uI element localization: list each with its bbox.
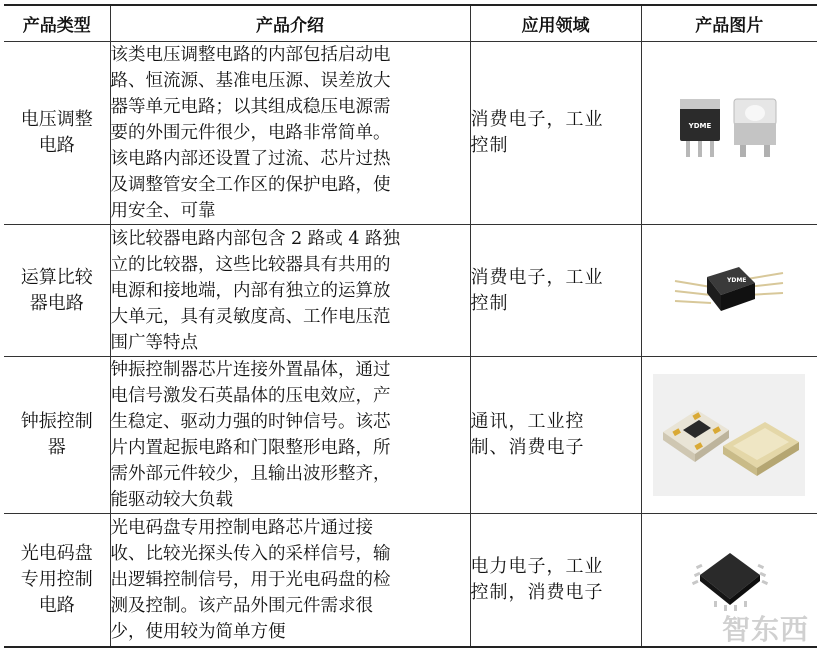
- application-line: 电力电子，工业: [470, 556, 604, 577]
- application-line: 制、消费电子: [470, 437, 585, 458]
- intro-line: 少，使用较为简单方便: [110, 622, 286, 642]
- table-row: [4, 42, 817, 225]
- product-table: [4, 4, 817, 648]
- intro-line: 器等单元电路；以其组成稳压电源需: [110, 97, 391, 117]
- application-line: 消费电子，工业: [470, 109, 604, 130]
- product-type-cell: [4, 225, 110, 357]
- intro-line: 该电路内部还设置了过流、芯片过热: [110, 149, 391, 169]
- table-row: [4, 225, 817, 357]
- product-type-line: 电压调整: [20, 109, 93, 130]
- intro-line: 电源和接地端，内部有独立的运算放: [110, 280, 391, 301]
- intro-line: 围广等特点: [110, 332, 198, 353]
- watermark-logo: 智东西: [721, 613, 809, 646]
- product-type-line: 光电码盘: [20, 543, 93, 564]
- product-intro-cell: [110, 357, 470, 514]
- voltage-regulator-chip-icon: [642, 93, 818, 173]
- intro-line: 大单元，具有灵敏度高、工作电压范: [110, 306, 391, 327]
- product-image-cell: [641, 225, 817, 357]
- intro-line: 要的外围元件很少，电路非常简单。: [110, 123, 391, 143]
- product-intro-cell: [110, 514, 470, 648]
- product-type-line: 运算比较: [20, 266, 93, 288]
- intro-line: 测及控制。该产品外围元件需求很: [110, 596, 373, 616]
- intro-line: 生稳定、驱动力强的时钟信号。该芯: [110, 412, 391, 432]
- product-type-cell: [4, 357, 110, 514]
- crystal-oscillator-icon: [642, 374, 818, 496]
- table-row: [4, 357, 817, 514]
- intro-line: 光电码盘专用控制电路芯片通过接: [110, 518, 373, 538]
- product-image-cell: [641, 42, 817, 225]
- header-row: [4, 5, 817, 42]
- qfn-chip-icon: [642, 535, 818, 625]
- product-intro-cell: [110, 225, 470, 357]
- product-type-line: 专用控制: [20, 569, 93, 590]
- application-line: 控制，消费电子: [470, 582, 604, 603]
- intro-line: 出逻辑控制信号，用于光电码盘的检: [110, 570, 391, 590]
- intro-line: 收、比较光探头传入的采样信号，输: [110, 544, 391, 564]
- intro-line: 及调整管安全工作区的保护电路，使: [110, 175, 391, 195]
- intro-line: 能驱动较大负载: [110, 490, 233, 510]
- product-image-cell: [641, 357, 817, 514]
- application-line: 控制: [470, 292, 509, 314]
- application-line: 控制: [470, 135, 509, 156]
- product-type-line: 钟振控制: [20, 411, 93, 432]
- application-line: 消费电子，工业: [470, 266, 604, 288]
- header-application: 应用领域: [470, 5, 641, 42]
- chip-brand-label: YDME: [688, 122, 712, 130]
- intro-line: 该比较器电路内部包含 2 路或 4 路独: [110, 228, 401, 249]
- application-cell: [470, 357, 641, 514]
- intro-line: 立的比较器，这些比较器具有共用的: [110, 254, 391, 275]
- intro-line: 需外部元件较少，且输出波形整齐，: [110, 464, 391, 484]
- comparator-chip-icon: [642, 251, 818, 331]
- application-cell: [470, 514, 641, 648]
- intro-line: 钟振控制器芯片连接外置晶体，通过: [110, 360, 391, 380]
- header-product-intro: 产品介绍: [110, 5, 470, 42]
- application-line: 通讯，工业控: [470, 411, 585, 432]
- product-type-line: 器电路: [29, 292, 84, 314]
- intro-line: 片内置起振电路和门限整形电路，所: [110, 438, 391, 458]
- product-type-line: 电路: [38, 135, 75, 156]
- intro-line: 用安全、可靠: [110, 201, 216, 221]
- product-image-cell: [641, 514, 817, 648]
- table-row: [4, 514, 817, 648]
- chip-brand-label: YDME: [727, 276, 747, 284]
- application-cell: [470, 42, 641, 225]
- product-intro-cell: [110, 42, 470, 225]
- application-cell: [470, 225, 641, 357]
- intro-line: 路、恒流源、基准电压源、误差放大: [110, 71, 391, 91]
- product-type-cell: [4, 514, 110, 648]
- intro-line: 该类电压调整电路的内部包括启动电: [110, 45, 391, 65]
- intro-line: 电信号激发石英晶体的压电效应，产: [110, 386, 391, 406]
- product-type-line: 器: [47, 437, 66, 458]
- product-type-cell: [4, 42, 110, 225]
- header-product-type: 产品类型: [4, 5, 110, 42]
- product-type-line: 电路: [38, 595, 75, 616]
- header-product-image: 产品图片: [641, 5, 817, 42]
